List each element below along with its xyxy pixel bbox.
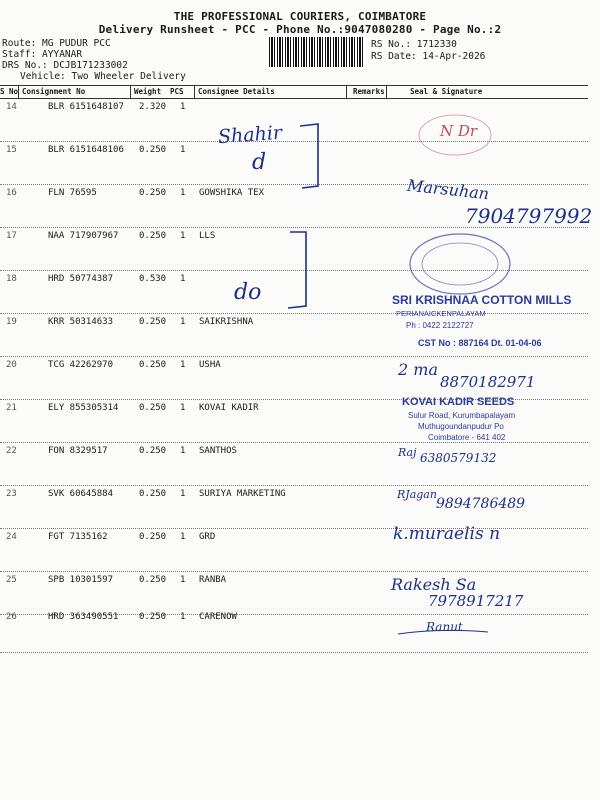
stamp-address: Sulur Road, Kurumbapalayam [408,411,516,420]
row-pcs: 1 [180,575,186,585]
handwritten-signature: Marsuhan [406,175,491,204]
row-weight: 2.320 [139,102,167,112]
handwritten-signature: RJagan [397,488,437,501]
row-weight: 0.250 [139,532,167,542]
handwritten-signature: Rakesh Sa [391,575,477,594]
col-header-pcs: PCS [170,87,184,96]
row-consignment: TCG 42262970 [48,360,114,370]
stamp-company-name: SRI KRISHNAA COTTON MILLS [392,293,572,307]
row-weight: 0.250 [139,188,167,198]
row-weight: 0.250 [139,446,167,456]
row-pcs: 1 [180,360,186,370]
row-consignee: CARENOW [199,612,237,622]
handwritten-signature: Ranut [426,620,463,634]
row-consignment: FGT 7135162 [48,532,108,542]
handwritten-ditto: do [234,280,262,305]
row-consignment: ELY 855305314 [48,403,119,413]
row-sno: 25 [6,575,17,585]
row-sno: 26 [6,612,17,622]
col-header-consignee: Consignee Details [198,87,275,96]
stamp-address: Muthugoundanpudur Po [418,422,504,431]
route-label: Route: MG PUDUR PCC [2,38,111,49]
row-pcs: 1 [180,532,186,542]
col-header-consignment: Consignment No [22,87,86,96]
row-pcs: 1 [180,231,186,241]
row-pcs: 1 [180,188,186,198]
row-pcs: 1 [180,489,186,499]
runsheet-title: Delivery Runsheet - PCC - Phone No.:9047080280 - Page No.:2 [98,23,502,36]
row-consignee: RANBA [199,575,227,585]
row-sno: 14 [6,102,17,112]
row-sno: 23 [6,489,17,499]
row-pcs: 1 [180,403,186,413]
handwritten-seal-scribble: N Dr [440,122,478,140]
row-consignee: LLS [199,231,216,241]
row-weight: 0.250 [139,231,167,241]
circular-stamp-inner [422,243,498,285]
handwritten-phone: 9894786489 [436,496,526,512]
row-sno: 20 [6,360,17,370]
row-consignment: FLN 76595 [48,188,97,198]
handwritten-signature: 2 ma [398,360,438,379]
bracket-mark [300,124,318,188]
row-pcs: 1 [180,145,186,155]
row-consignee: GRD [199,532,216,542]
rs-number: RS No.: 1712330 [371,39,457,50]
col-header-sno: S No [0,87,19,96]
stamp-phone: Ph : 0422 2122727 [406,321,474,330]
row-sno: 22 [6,446,17,456]
row-consignee: SAIKRISHNA [199,317,254,327]
row-weight: 0.250 [139,403,167,413]
handwritten-signature: k.muraelis n [393,524,501,544]
row-pcs: 1 [180,274,186,284]
drs-number: DRS No.: DCJB171233002 [2,60,128,71]
vehicle-label: Vehicle: Two Wheeler Delivery [20,71,186,82]
row-consignment: KRR 50314633 [48,317,114,327]
row-consignment: BLR 6151648107 [48,102,124,112]
row-consignee: GOWSHIKA TEX [199,188,265,198]
bracket-mark [288,232,306,308]
handwritten-ditto: d [252,150,267,175]
row-consignee: USHA [199,360,221,370]
handwritten-phone: 7904797992 [465,204,593,228]
staff-label: Staff: AYYANAR [2,49,83,60]
row-consignment: NAA 717907967 [48,231,119,241]
stamp-cst: CST No : 887164 Dt. 01-04-06 [418,338,542,348]
row-consignment: BLR 6151648106 [48,145,124,155]
col-header-weight: Weight [134,87,162,96]
row-consignee: SURIYA MARKETING [199,489,286,499]
row-consignee: SANTHOS [199,446,237,456]
row-sno: 17 [6,231,17,241]
row-sno: 18 [6,274,17,284]
row-pcs: 1 [180,102,186,112]
row-weight: 0.250 [139,360,167,370]
row-consignment: SVK 60645884 [48,489,114,499]
stamp-address: Coimbatore - 641 402 [428,433,506,442]
row-sno: 24 [6,532,17,542]
row-pcs: 1 [180,317,186,327]
handwritten-phone: 6380579132 [420,451,497,465]
handwritten-name: Shahir [217,121,283,149]
row-weight: 0.250 [139,575,167,585]
handwritten-signature: Raj [398,446,417,459]
row-pcs: 1 [180,612,186,622]
stamp-address: PERIANAICKENPALAYAM [396,309,486,318]
row-sno: 21 [6,403,17,413]
row-consignment: HRD 50774387 [48,274,114,284]
row-sno: 15 [6,145,17,155]
row-pcs: 1 [180,446,186,456]
rs-date: RS Date: 14-Apr-2026 [371,51,486,62]
row-consignment: HRD 363490551 [48,612,119,622]
company-title: THE PROFESSIONAL COURIERS, COIMBATORE [173,10,427,23]
row-weight: 0.250 [139,145,167,155]
row-weight: 0.250 [139,489,167,499]
row-consignment: SPB 10301597 [48,575,114,585]
row-weight: 0.250 [139,317,167,327]
row-weight: 0.250 [139,612,167,622]
handwritten-phone: 8870182971 [440,373,536,391]
col-header-seal: Seal & Signature [410,87,483,96]
row-sno: 16 [6,188,17,198]
col-header-remarks: Remarks [353,87,385,96]
handwritten-phone: 7978917217 [428,592,524,610]
row-weight: 0.530 [139,274,167,284]
row-consignee: KOVAI KADIR [199,403,259,413]
row-sno: 19 [6,317,17,327]
stamp-company-name: KOVAI KADIR SEEDS [402,396,515,408]
row-consignment: FON 8329517 [48,446,108,456]
